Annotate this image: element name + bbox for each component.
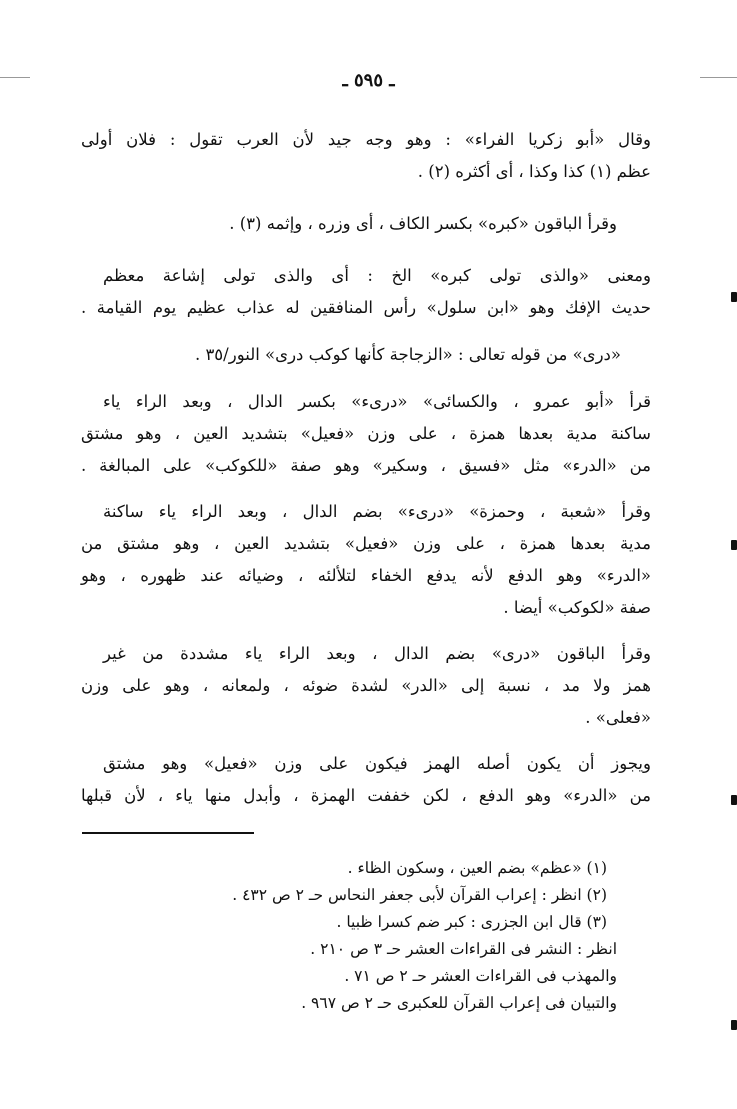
paragraph-2-line-1: وقرأ الباقون «كبره» بكسر الكاف ، أى وزره ، وإثمه (٣) . xyxy=(229,214,617,233)
paragraph-1-line-2: عظم (١) كذا وكذا ، أى أكثره (٢) . xyxy=(417,162,651,181)
paragraph-8-line-2: من «الدرء» وهو الدفع ، لكن خففت الهمزة ، وأبدل منها ياء ، لأن قبلها xyxy=(81,786,651,805)
paragraph-6-line-4: صفة «لكوكب» أيضا . xyxy=(503,598,651,617)
scan-speck xyxy=(700,77,737,78)
paragraph-7-line-2: همز ولا مد ، نسبة إلى «الدر» لشدة ضوئه ، ولمعانه ، وهو على وزن xyxy=(81,676,651,695)
scan-mark xyxy=(731,1020,737,1030)
paragraph-5-line-1: قرأ «أبو عمرو ، والكسائى» «درىء» بكسر الدال ، وبعد الراء ياء xyxy=(103,392,651,411)
footnote-3: (٣) قال ابن الجزرى : كبر ضم كسرا ظبيا . xyxy=(336,913,607,931)
footnote-2: (٢) انظر : إعراب القرآن لأبى جعفر النحاس حـ ٢ ص ٤٣٢ . xyxy=(232,886,607,904)
footnote-3-source-2: والمهذب فى القراءات العشر حـ ٢ ص ٧١ . xyxy=(344,967,617,985)
scan-mark xyxy=(731,292,737,302)
page-number: ـ ٥٩٥ ـ xyxy=(342,70,395,91)
paragraph-7-line-1: وقرأ الباقون «درى» بضم الدال ، وبعد الراء ياء مشددة من غير xyxy=(103,644,651,663)
footnote-3-source-3: والتبيان فى إعراب القرآن للعكبرى حـ ٢ ص ٩٦٧ . xyxy=(301,994,617,1012)
footnote-1: (١) «عظم» بضم العين ، وسكون الظاء . xyxy=(347,859,607,877)
paragraph-5-line-2: ساكنة مدية بعدها همزة ، على وزن «فعيل» بتشديد العين ، وهو مشتق xyxy=(81,424,651,443)
footnote-3-source-1: انظر : النشر فى القراءات العشر حـ ٣ ص ٢١٠ . xyxy=(310,940,617,958)
paragraph-1-line-1: وقال «أبو زكريا الفراء» : وهو وجه جيد لأن العرب تقول : فلان أولى xyxy=(81,130,651,149)
paragraph-6-line-1: وقرأ «شعبة ، وحمزة» «درىء» بضم الدال ، وبعد الراء ياء ساكنة xyxy=(103,502,651,521)
paragraph-6-line-2: مدية بعدها همزة ، على وزن «فعيل» بتشديد العين ، وهو مشتق من xyxy=(81,534,651,553)
scan-speck xyxy=(0,77,30,78)
paragraph-8-line-1: ويجوز أن يكون أصله الهمز فيكون على وزن «فعيل» وهو مشتق xyxy=(103,754,651,773)
paragraph-5-line-3: من «الدرء» مثل «فسيق ، وسكير» وهو صفة «للكوكب» على المبالغة . xyxy=(81,456,651,475)
scan-mark xyxy=(731,795,737,805)
paragraph-3-line-2: حديث الإفك وهو «ابن سلول» رأس المنافقين له عذاب عظيم يوم القيامة . xyxy=(81,298,651,317)
footnote-separator xyxy=(82,832,254,834)
paragraph-3-line-1: ومعنى «والذى تولى كبره» الخ : أى والذى تولى إشاعة معظم xyxy=(103,266,651,285)
paragraph-4-line-1: «درى» من قوله تعالى : «الزجاجة كأنها كوكب درى» النور/٣٥ . xyxy=(194,345,621,364)
paragraph-7-line-3: «فعلى» . xyxy=(585,708,651,727)
paragraph-6-line-3: «الدرء» وهو الدفع لأنه يدفع الخفاء لتلألئه ، وضيائه عند ظهوره ، وهو xyxy=(81,566,651,585)
scan-mark xyxy=(731,540,737,550)
